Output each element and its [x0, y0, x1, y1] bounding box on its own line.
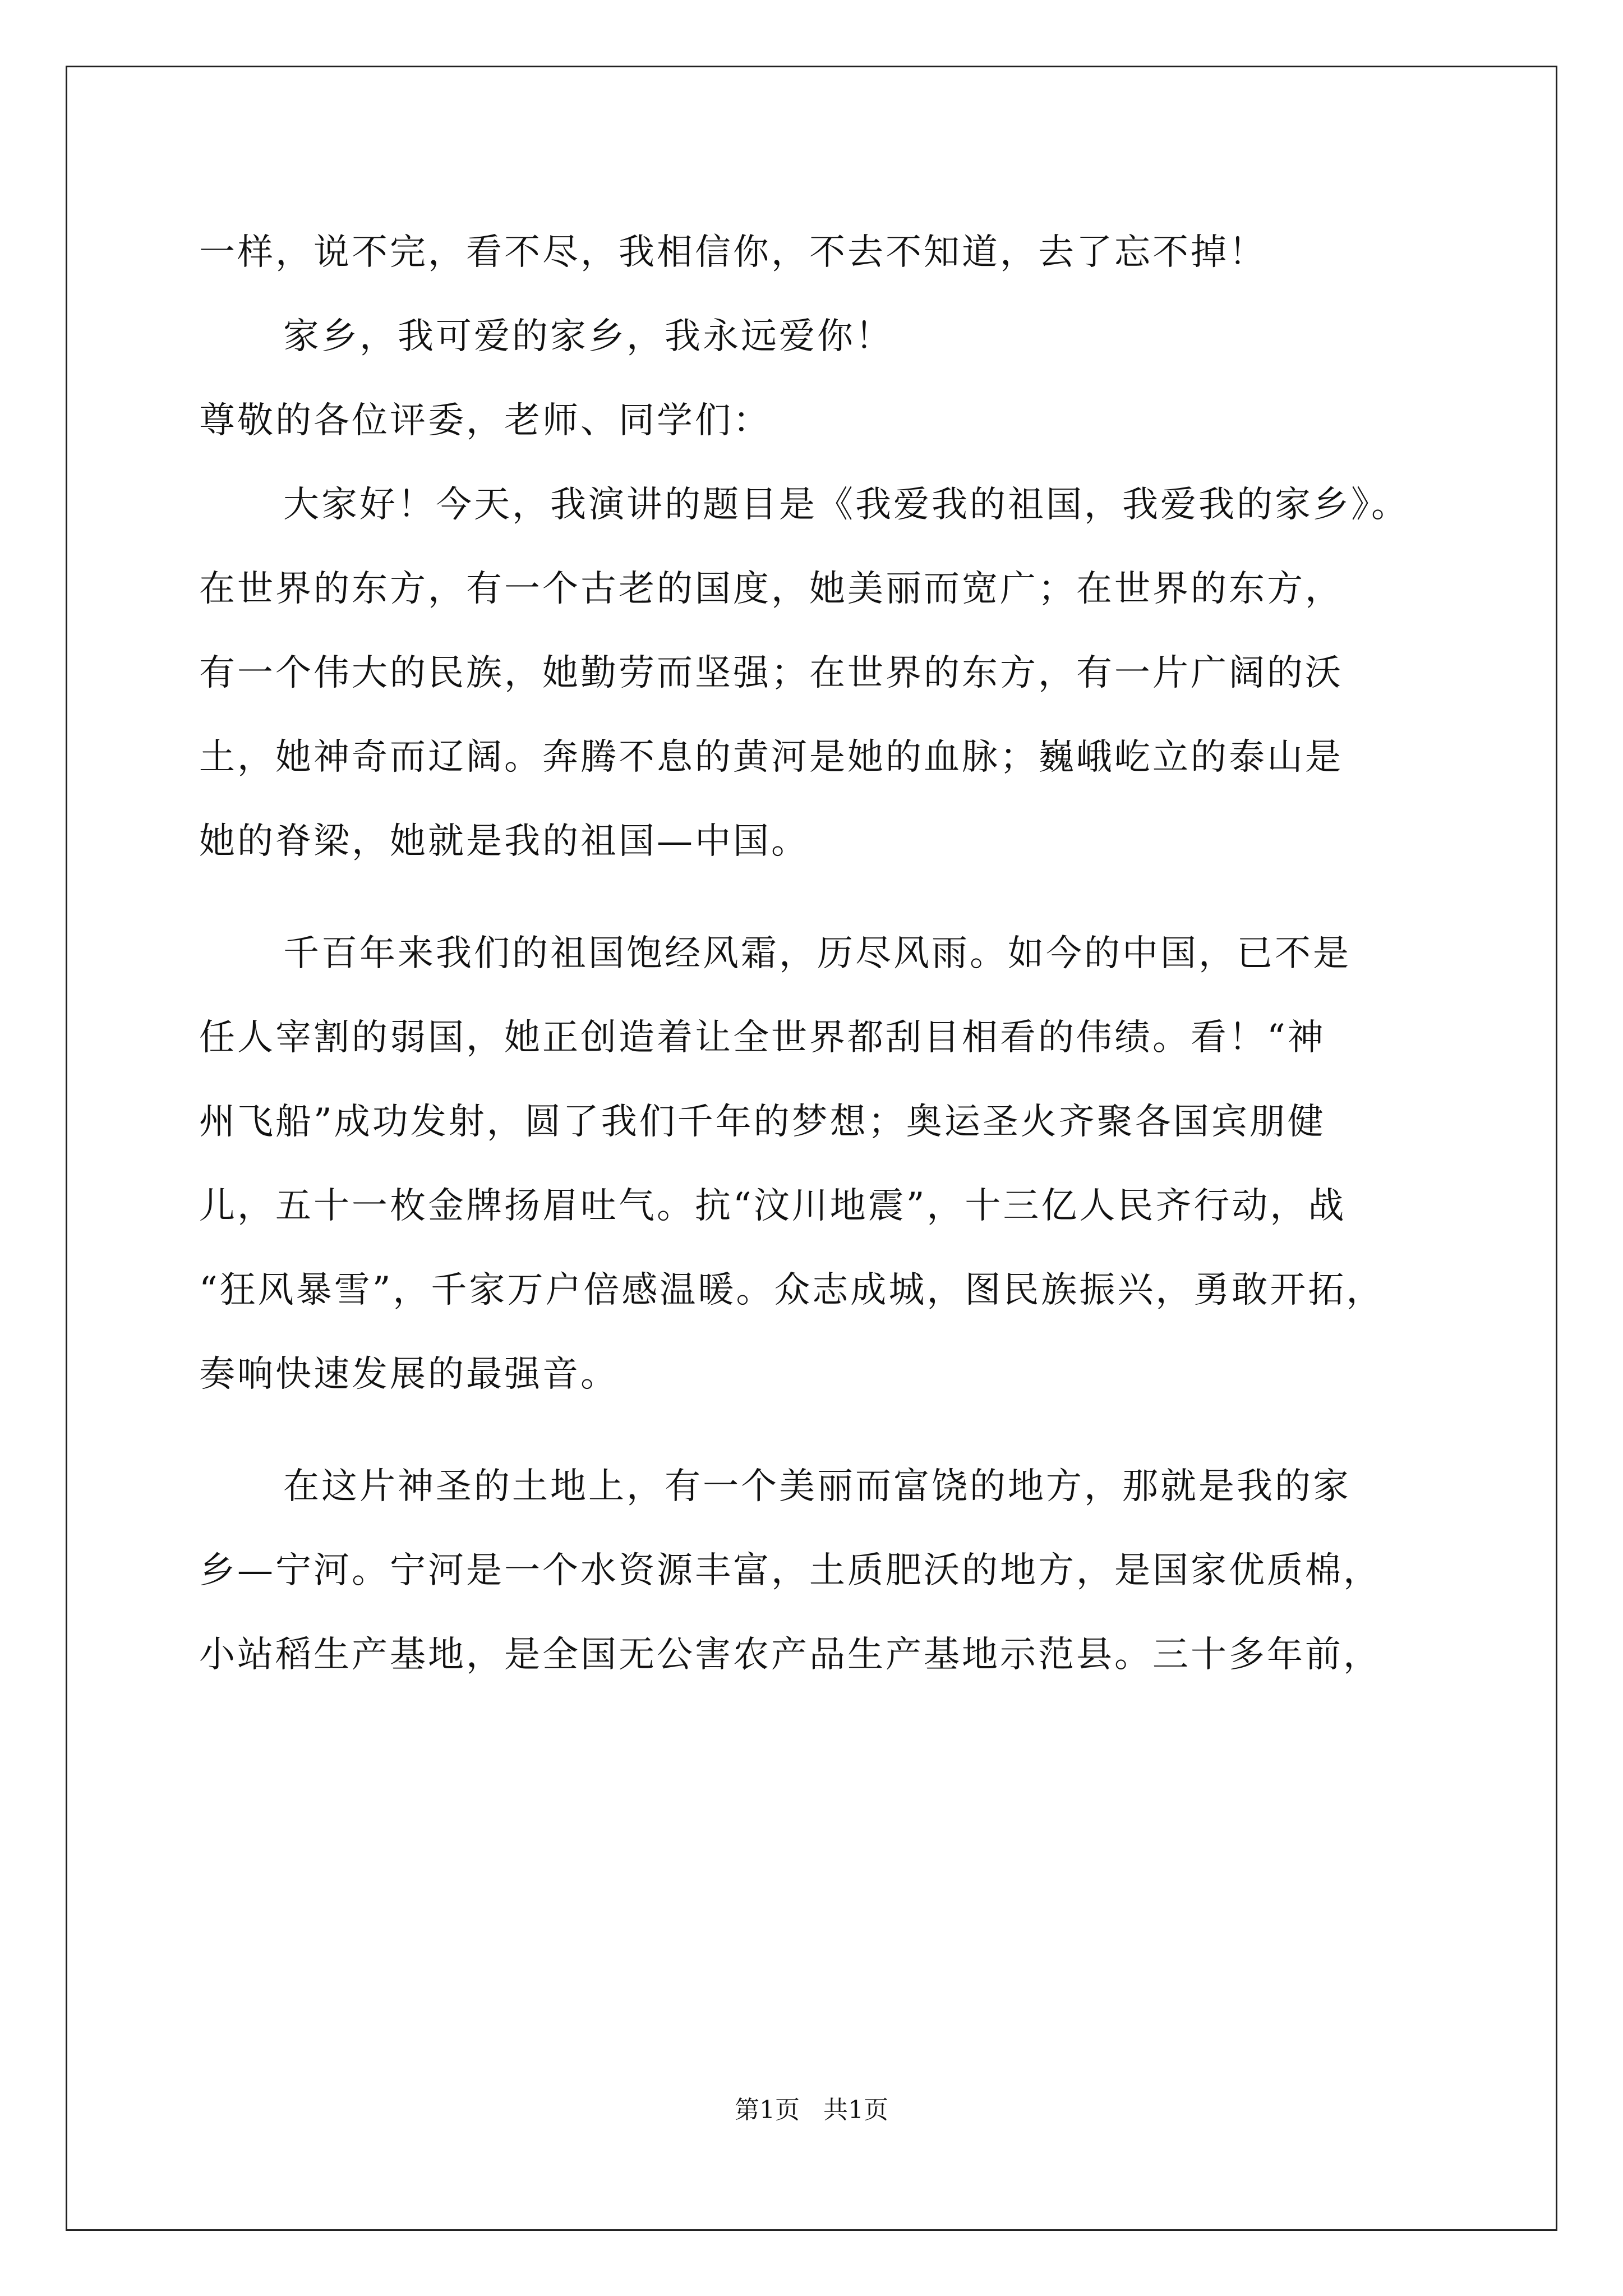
text-line: 大家好！今天，我演讲的题目是《我爱我的祖国，我爱我的家乡》。 — [283, 484, 1409, 526]
text-line: 有一个伟大的民族，她勤劳而坚强；在世界的东方，有一片广阔的沃 — [199, 652, 1343, 694]
text-line: 在这片神圣的土地上，有一个美丽而富饶的地方，那就是我的家 — [283, 1466, 1351, 1507]
text-line: 在世界的东方，有一个古老的国度，她美丽而宽广；在世界的东方， — [199, 568, 1343, 610]
text-line: 土，她神奇而辽阔。奔腾不息的黄河是她的血脉；巍峨屹立的泰山是 — [199, 737, 1343, 778]
text-line: 尊敬的各位评委，老师、同学们： — [199, 400, 771, 441]
text-line: “狂风暴雪”，千家万户倍感温暖。众志成城，图民族振兴，勇敢开拓， — [199, 1269, 1385, 1311]
text-line: 奏响快速发展的最强音。 — [199, 1354, 619, 1395]
text-line: 家乡，我可爱的家乡，我永远爱你！ — [283, 316, 893, 357]
text-line: 州飞船”成功发射，圆了我们千年的梦想；奥运圣火齐聚各国宾朋健 — [199, 1101, 1326, 1143]
page-footer: 第1页 共1页 — [735, 2096, 888, 2124]
text-line: 小站稻生产基地，是全国无公害农产品生产基地示范县。三十多年前， — [199, 1634, 1381, 1676]
page-frame — [66, 66, 1557, 2231]
text-line: 一样，说不完，看不尽，我相信你，不去不知道，去了忘不掉！ — [199, 232, 1267, 273]
text-line: 千百年来我们的祖国饱经风霜，历尽风雨。如今的中国，已不是 — [283, 933, 1351, 974]
text-line: 她的脊梁，她就是我的祖国—中国。 — [199, 821, 809, 862]
text-line: 儿，五十一枚金牌扬眉吐气。抗“汶川地震”，十三亿人民齐行动，战 — [199, 1185, 1347, 1227]
text-line: 任人宰割的弱国，她正创造着让全世界都刮目相看的伟绩。看！“神 — [199, 1017, 1326, 1059]
text-line: 乡—宁河。宁河是一个水资源丰富，土质肥沃的地方，是国家优质棉， — [199, 1550, 1381, 1591]
